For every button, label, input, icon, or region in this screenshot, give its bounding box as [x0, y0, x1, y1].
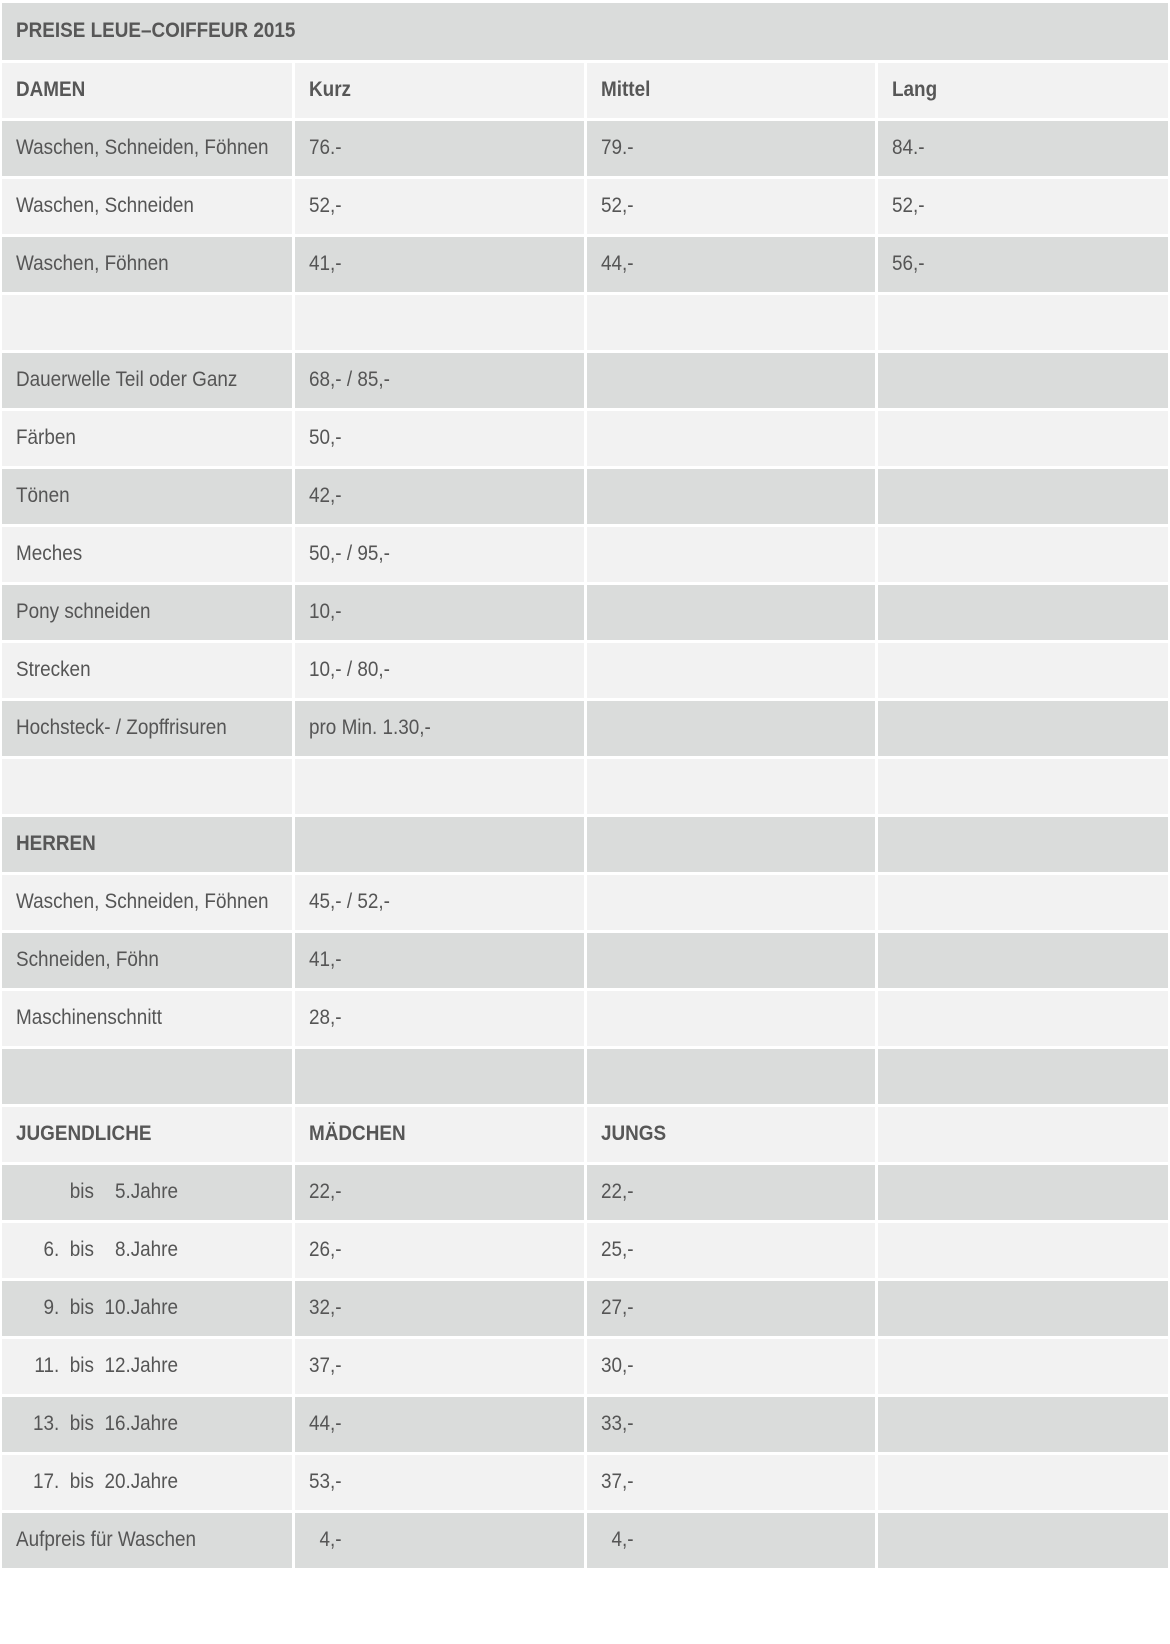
table-cell [2, 1511, 294, 1569]
cell-text: Tönen [16, 484, 70, 507]
table-row [2, 293, 1168, 351]
table-cell [877, 1105, 1169, 1163]
table-cell [2, 1453, 294, 1511]
table-cell [585, 1163, 877, 1221]
table-cell [877, 177, 1169, 235]
table-cell [2, 583, 294, 641]
table-cell [294, 757, 586, 815]
cell-text: bis 5.Jahre [69, 1180, 178, 1203]
table-cell [294, 177, 586, 235]
table-row [2, 815, 1168, 873]
table-cell [877, 1453, 1169, 1511]
table-row [2, 989, 1168, 1047]
cell-text: 4,- [309, 1528, 342, 1551]
table-cell [877, 1337, 1169, 1395]
table-cell [877, 61, 1169, 119]
cell-text: 11. bis 12.Jahre [34, 1354, 179, 1377]
table-cell [877, 1163, 1169, 1221]
table-row [2, 641, 1168, 699]
cell-text: Mittel [600, 78, 650, 101]
table-row [2, 525, 1168, 583]
table-cell [2, 1047, 294, 1105]
cell-text: Färben [16, 426, 76, 449]
table-row [2, 1163, 1168, 1221]
table-row [2, 1453, 1168, 1511]
table-cell [877, 757, 1169, 815]
cell-text: 76.- [309, 136, 342, 159]
table-row [2, 583, 1168, 641]
cell-text: 10,- [309, 600, 342, 623]
table-row [2, 873, 1168, 931]
cell-text: HERREN [16, 832, 96, 855]
table-cell [2, 119, 294, 177]
table-cell [2, 815, 294, 873]
table-cell [585, 815, 877, 873]
table-cell [877, 699, 1169, 757]
cell-text: pro Min. 1.30,- [309, 716, 431, 739]
cell-text: 9. bis 10.Jahre [43, 1296, 178, 1319]
cell-text: 45,- / 52,- [309, 890, 390, 913]
table-cell [585, 583, 877, 641]
cell-text: 37,- [600, 1470, 634, 1493]
table-row [2, 757, 1168, 815]
table-cell [877, 641, 1169, 699]
table-cell [2, 757, 294, 815]
cell-text: Waschen, Föhnen [16, 252, 169, 275]
table-cell [294, 641, 586, 699]
cell-text: Hochsteck- / Zopffrisuren [16, 716, 227, 739]
table-cell [2, 1221, 294, 1279]
cell-text: Kurz [309, 78, 352, 101]
table-cell [294, 525, 586, 583]
table-cell [585, 1105, 877, 1163]
table-cell [877, 931, 1169, 989]
cell-text: 52,- [892, 194, 925, 217]
table-cell [294, 1105, 586, 1163]
cell-text: Meches [16, 542, 83, 565]
cell-text: 44,- [600, 252, 634, 275]
table-cell [585, 177, 877, 235]
cell-text: 50,- [309, 426, 342, 449]
cell-text: 68,- / 85,- [309, 368, 390, 391]
table-cell [877, 119, 1169, 177]
table-cell [294, 815, 586, 873]
table-cell [294, 1511, 586, 1569]
cell-text: 50,- / 95,- [309, 542, 390, 565]
table-row [2, 931, 1168, 989]
table-row [2, 1395, 1168, 1453]
cell-text: 22,- [309, 1180, 342, 1203]
cell-text: 30,- [600, 1354, 634, 1377]
table-cell [585, 1395, 877, 1453]
table-cell [294, 583, 586, 641]
table-cell [294, 873, 586, 931]
table-cell [585, 989, 877, 1047]
table-cell [2, 235, 294, 293]
table-cell [2, 873, 294, 931]
table-cell [2, 351, 294, 409]
table-row [2, 409, 1168, 467]
table-cell [585, 293, 877, 351]
table-cell [294, 293, 586, 351]
cell-text: Waschen, Schneiden, Föhnen [16, 890, 269, 913]
table-cell [877, 1221, 1169, 1279]
table-cell [294, 1453, 586, 1511]
table-cell [2, 409, 294, 467]
table-cell [585, 235, 877, 293]
cell-text: MÄDCHEN [309, 1122, 406, 1145]
cell-text: 79.- [600, 136, 634, 159]
table-row [2, 1105, 1168, 1163]
table-cell [585, 119, 877, 177]
cell-text: 22,- [600, 1180, 634, 1203]
table-row [2, 61, 1168, 119]
table-cell [2, 931, 294, 989]
table-cell [585, 757, 877, 815]
cell-text: 56,- [892, 252, 925, 275]
cell-text: Strecken [16, 658, 91, 681]
table-cell [2, 641, 294, 699]
cell-text: 13. bis 16.Jahre [33, 1412, 179, 1435]
cell-text: JUNGS [600, 1122, 666, 1145]
table-cell [294, 1337, 586, 1395]
table-row [2, 1511, 1168, 1569]
cell-text: 6. bis 8.Jahre [43, 1238, 178, 1261]
cell-text: 41,- [309, 252, 342, 275]
table-cell [294, 1395, 586, 1453]
table-cell [2, 989, 294, 1047]
table-row [2, 119, 1168, 177]
table-cell [877, 351, 1169, 409]
table-cell [585, 525, 877, 583]
table-cell [294, 931, 586, 989]
cell-text: Aufpreis für Waschen [16, 1528, 196, 1551]
table-cell [294, 351, 586, 409]
cell-text: 42,- [309, 484, 342, 507]
cell-text: Maschinenschnitt [16, 1006, 163, 1029]
cell-text: 37,- [309, 1354, 342, 1377]
table-cell [585, 931, 877, 989]
table-cell [877, 467, 1169, 525]
table-cell [294, 1047, 586, 1105]
table-title [2, 3, 1168, 61]
cell-text: 28,- [309, 1006, 342, 1029]
cell-text: Schneiden, Föhn [16, 948, 159, 971]
price-table [2, 3, 1168, 1571]
table-cell [2, 699, 294, 757]
table-cell [2, 61, 294, 119]
table-cell [877, 525, 1169, 583]
table-row [2, 1047, 1168, 1105]
cell-text: 44,- [309, 1412, 342, 1435]
table-cell [585, 467, 877, 525]
table-cell [585, 873, 877, 931]
table-cell [294, 989, 586, 1047]
table-row [2, 1337, 1168, 1395]
table-cell [585, 1047, 877, 1105]
cell-text: 41,- [309, 948, 342, 971]
cell-text: Waschen, Schneiden [16, 194, 194, 217]
table-cell [2, 177, 294, 235]
cell-text: Pony schneiden [16, 600, 151, 623]
title-row [2, 3, 1168, 61]
table-title-text: PREISE LEUE–COIFFEUR 2015 [16, 19, 296, 43]
cell-text: Dauerwelle Teil oder Ganz [16, 368, 238, 391]
table-row [2, 351, 1168, 409]
cell-text: 25,- [600, 1238, 634, 1261]
table-cell [585, 699, 877, 757]
price-table-body [2, 3, 1168, 1569]
table-cell [877, 1279, 1169, 1337]
cell-text: 27,- [600, 1296, 634, 1319]
cell-text: 53,- [309, 1470, 342, 1493]
table-cell [294, 1279, 586, 1337]
table-cell [877, 989, 1169, 1047]
table-row [2, 1221, 1168, 1279]
table-cell [877, 235, 1169, 293]
table-cell [294, 1221, 586, 1279]
table-cell [877, 1511, 1169, 1569]
table-cell [877, 583, 1169, 641]
table-cell [877, 409, 1169, 467]
table-cell [2, 1395, 294, 1453]
cell-text: 84.- [892, 136, 925, 159]
table-cell [585, 409, 877, 467]
table-cell [2, 1163, 294, 1221]
cell-text: JUGENDLICHE [16, 1122, 152, 1145]
table-cell [294, 699, 586, 757]
table-row [2, 177, 1168, 235]
cell-text: 52,- [309, 194, 342, 217]
table-cell [294, 1163, 586, 1221]
table-row [2, 699, 1168, 757]
table-cell [585, 1453, 877, 1511]
table-cell [877, 1047, 1169, 1105]
table-cell [585, 1279, 877, 1337]
cell-text: 26,- [309, 1238, 342, 1261]
table-cell [2, 1337, 294, 1395]
table-cell [2, 1279, 294, 1337]
table-row [2, 235, 1168, 293]
table-row [2, 1279, 1168, 1337]
table-cell [877, 815, 1169, 873]
cell-text: 4,- [600, 1528, 634, 1551]
table-row [2, 467, 1168, 525]
table-cell [2, 1105, 294, 1163]
table-cell [294, 235, 586, 293]
cell-text: DAMEN [16, 78, 86, 101]
table-cell [585, 61, 877, 119]
table-cell [585, 1511, 877, 1569]
cell-text: 52,- [600, 194, 634, 217]
table-cell [294, 61, 586, 119]
cell-text: 10,- / 80,- [309, 658, 390, 681]
table-cell [294, 467, 586, 525]
table-cell [585, 641, 877, 699]
cell-text: 32,- [309, 1296, 342, 1319]
cell-text: 17. bis 20.Jahre [33, 1470, 179, 1493]
table-cell [294, 119, 586, 177]
table-cell [585, 1221, 877, 1279]
table-cell [877, 293, 1169, 351]
table-cell [2, 467, 294, 525]
table-cell [585, 1337, 877, 1395]
cell-text: 33,- [600, 1412, 634, 1435]
cell-text: Lang [892, 78, 938, 101]
table-cell [2, 293, 294, 351]
table-cell [877, 873, 1169, 931]
cell-text: Waschen, Schneiden, Föhnen [16, 136, 269, 159]
table-cell [877, 1395, 1169, 1453]
table-cell [585, 351, 877, 409]
table-cell [294, 409, 586, 467]
table-cell [2, 525, 294, 583]
